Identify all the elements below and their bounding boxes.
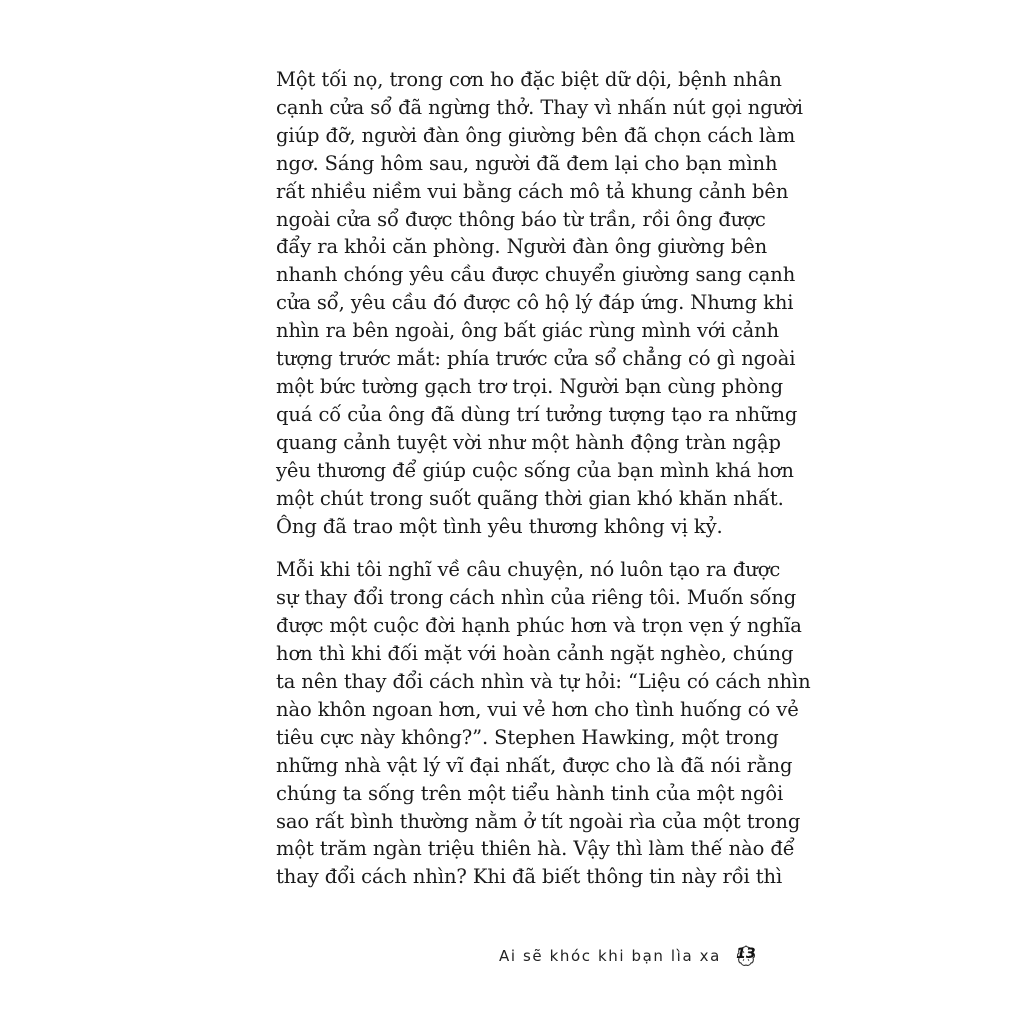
- text-line: ngơ. Sáng hôm sau, người đã đem lại cho bạn mình: [276, 151, 778, 175]
- page-number: 13: [736, 946, 756, 962]
- book-title: Ai sẽ khóc khi bạn lìa xa: [499, 947, 721, 965]
- text-line: chúng ta sống trên một tiểu hành tinh của một ngôi: [276, 781, 784, 805]
- text-line: tượng trước mắt: phía trước cửa sổ chẳng có gì ngoài: [276, 347, 796, 371]
- text-line: cửa sổ, yêu cầu đó được cô hộ lý đáp ứng. Nhưng khi: [276, 291, 794, 315]
- text-line: đẩy ra khỏi căn phòng. Người đàn ông giường bên: [276, 235, 768, 259]
- page-number-badge: [735, 944, 757, 968]
- text-line: rất nhiều niềm vui bằng cách mô tả khung cảnh bên: [276, 179, 789, 203]
- text-line: nhanh chóng yêu cầu được chuyển giường sang cạnh: [276, 263, 796, 287]
- text-line: quang cảnh tuyệt vời như một hành động tràn ngập: [276, 430, 781, 454]
- paragraph-2: [276, 556, 811, 891]
- text-line: quá cố của ông đã dùng trí tưởng tượng tạo ra những: [276, 402, 798, 426]
- text-line: tiêu cực này không?”. Stephen Hawking, một trong: [276, 725, 779, 749]
- text-line: một bức tường gạch trơ trọi. Người bạn cùng phòng: [276, 374, 784, 398]
- page-body: [276, 66, 811, 891]
- text-line: ngoài cửa sổ được thông báo từ trần, rồi ông được: [276, 207, 766, 231]
- running-footer: [499, 944, 757, 968]
- text-line: sao rất bình thường nằm ở tít ngoài rìa của một trong: [276, 809, 801, 833]
- text-line: ta nên thay đổi cách nhìn và tự hỏi: “Liệu có cách nhìn: [276, 670, 811, 694]
- text-line: sự thay đổi trong cách nhìn của riêng tôi. Muốn sống: [276, 586, 797, 610]
- paragraph-1: [276, 66, 803, 540]
- text-line: Ông đã trao một tình yêu thương không vị kỷ.: [276, 514, 723, 538]
- text-line: những nhà vật lý vĩ đại nhất, được cho là đã nói rằng: [276, 753, 793, 777]
- text-line: được một cuộc đời hạnh phúc hơn và trọn vẹn ý nghĩa: [276, 614, 802, 638]
- text-line: Mỗi khi tôi nghĩ về câu chuyện, nó luôn tạo ra được: [276, 558, 781, 582]
- text-line: Một tối nọ, trong cơn ho đặc biệt dữ dội, bệnh nhân: [276, 68, 782, 91]
- text-line: thay đổi cách nhìn? Khi đã biết thông tin này rồi thì: [276, 865, 783, 889]
- text-line: hơn thì khi đối mặt với hoàn cảnh ngặt nghèo, chúng: [276, 642, 794, 666]
- text-line: một trăm ngàn triệu thiên hà. Vậy thì làm thế nào để: [276, 837, 795, 861]
- text-line: yêu thương để giúp cuộc sống của bạn mình khá hơn: [276, 458, 794, 482]
- text-line: nhìn ra bên ngoài, ông bất giác rùng mình với cảnh: [276, 319, 780, 343]
- text-line: một chút trong suốt quãng thời gian khó khăn nhất.: [276, 486, 784, 510]
- text-line: nào khôn ngoan hơn, vui vẻ hơn cho tình huống có vẻ: [276, 697, 799, 721]
- text-line: giúp đỡ, người đàn ông giường bên đã chọn cách làm: [276, 123, 796, 147]
- text-line: cạnh cửa sổ đã ngừng thở. Thay vì nhấn nút gọi người: [276, 95, 803, 119]
